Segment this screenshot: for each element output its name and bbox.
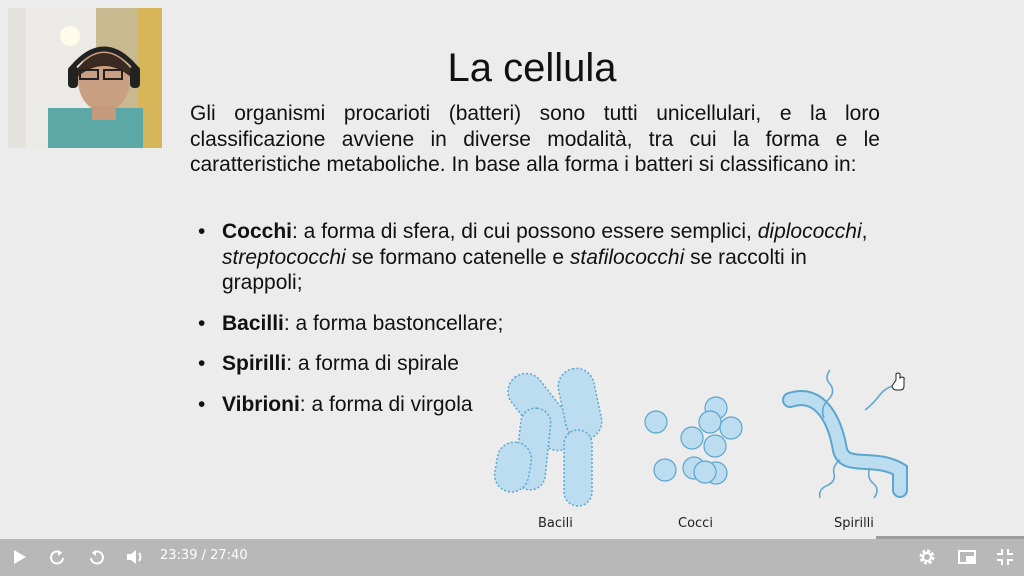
video-controls-bar bbox=[0, 536, 1024, 576]
picture-in-picture-button[interactable] bbox=[956, 546, 978, 568]
progress-fill bbox=[0, 536, 876, 539]
bullet-dot: • bbox=[198, 352, 206, 375]
time-separator: / bbox=[197, 548, 211, 563]
text-fragment: se formano catenelle e bbox=[345, 245, 570, 269]
text-fragment: : a forma bastoncellare; bbox=[283, 311, 504, 335]
text-fragment: : a forma di spirale bbox=[286, 352, 459, 375]
play-icon bbox=[8, 546, 30, 568]
progress-bar[interactable] bbox=[0, 536, 1024, 539]
settings-button[interactable] bbox=[916, 546, 938, 568]
bullet-dot: • bbox=[198, 392, 206, 416]
volume-button[interactable] bbox=[124, 546, 146, 568]
rewind-icon bbox=[46, 546, 68, 568]
cocci-drawing bbox=[645, 397, 742, 484]
text-fragment: : a forma di virgola bbox=[299, 392, 473, 416]
caption-cocci: Cocci bbox=[678, 516, 713, 531]
slide-title: La cellula bbox=[447, 46, 617, 90]
caption-spirilli: Spirilli bbox=[834, 516, 874, 531]
duration: 27:40 bbox=[210, 548, 248, 563]
bacilli-drawing bbox=[492, 365, 605, 506]
list-item-bacilli bbox=[194, 311, 884, 337]
play-button[interactable] bbox=[8, 546, 30, 568]
time-display bbox=[160, 548, 248, 563]
term-vibrioni: Vibrioni bbox=[222, 392, 300, 416]
em-stafilococchi: stafilococchi bbox=[569, 245, 685, 269]
term-cocchi: Cocchi bbox=[222, 220, 293, 243]
spirilli-drawing bbox=[790, 370, 905, 498]
rewind-button[interactable] bbox=[46, 546, 68, 568]
exit-fullscreen-icon bbox=[994, 546, 1016, 568]
intro-paragraph: Gli organismi procarioti (batteri) sono tutti unicellulari, e la loro classificazione avviene in diverse modalità, tra cui la forma e le caratteristiche metaboliche. In base alla forma i batteri si classificano in: bbox=[190, 102, 880, 176]
term-bacilli: Bacilli bbox=[222, 311, 284, 335]
volume-icon bbox=[124, 546, 146, 568]
forward-button[interactable] bbox=[86, 546, 108, 568]
text-fragment: , bbox=[861, 220, 868, 243]
bacteria-illustration bbox=[490, 360, 920, 535]
caption-bacilli: Bacili bbox=[538, 516, 573, 531]
bullet-dot: • bbox=[198, 220, 206, 243]
em-diplococchi: diplococchi bbox=[757, 220, 862, 243]
exit-fullscreen-button[interactable] bbox=[994, 546, 1016, 568]
bacteria-drawing bbox=[490, 360, 920, 535]
em-streptococchi: streptococchi bbox=[222, 245, 346, 269]
text-fragment: : a forma di sfera, di cui possono essere semplici, bbox=[292, 220, 758, 243]
term-spirilli: Spirilli bbox=[222, 352, 287, 375]
forward-icon bbox=[86, 546, 108, 568]
text-fragment: se raccolti in grappoli; bbox=[222, 245, 807, 294]
settings-icon bbox=[916, 546, 938, 568]
current-time: 23:39 bbox=[160, 548, 198, 563]
list-item-cocchi bbox=[194, 219, 884, 296]
picture-in-picture-icon bbox=[956, 546, 978, 568]
bullet-dot: • bbox=[198, 311, 206, 335]
cursor-hand-icon bbox=[892, 373, 904, 390]
